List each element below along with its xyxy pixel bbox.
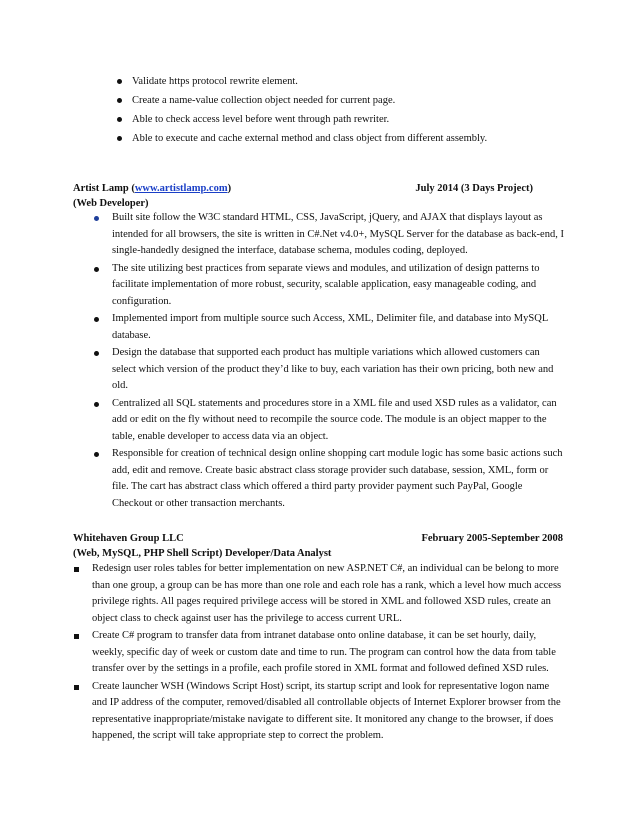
job-date: February 2005-September 2008 xyxy=(421,533,563,544)
list-item-text: Design the database that supported each product has multiple variations which allowed customers can select which version of the product they’d like to buy, each variation has their own pricing, both new and old. xyxy=(112,347,554,391)
bullet-square-icon xyxy=(74,567,79,572)
bullet-dot-icon xyxy=(117,136,122,141)
link-open-paren: ( xyxy=(131,183,135,194)
list-item xyxy=(132,131,602,150)
list-item xyxy=(112,345,564,395)
bullet-square-icon xyxy=(74,685,79,690)
list-item xyxy=(92,679,564,745)
list-item-text: Create C# program to transfer data from intranet database onto online database, it can be set hourly, daily, weekly, specific day of week or custom date and time to run. The program can control how the data from table transfer over by the settings in a profile, each profile stored in XML format and followed defined XSD rules. xyxy=(92,630,556,674)
list-item xyxy=(112,210,564,260)
list-item xyxy=(92,628,564,678)
list-item xyxy=(92,561,564,627)
list-item-text: Able to execute and cache external method and class object from different assembly. xyxy=(132,133,488,144)
bullet-dot-icon xyxy=(94,267,99,272)
list-item xyxy=(132,93,602,112)
list-item-text: Built site follow the W3C standard HTML, CSS, JavaScript, jQuery, and AJAX that displays layout as intended for all browsers, the site is written in C#.Net v4.0+, MySQL Server for the database as back-end, I single-handedly designed the interface, database schema, modules coding, deployed. xyxy=(112,212,564,256)
list-item-text: Validate https protocol rewrite element. xyxy=(132,76,298,87)
company-name: Whitehaven Group LLC xyxy=(73,533,184,544)
job-date: July 2014 (3 Days Project) xyxy=(415,183,533,194)
company-website-link[interactable]: www.artistlamp.com xyxy=(134,183,228,194)
bullet-square-icon xyxy=(74,634,79,639)
artist-lamp-bullet-list xyxy=(112,210,564,513)
company-label: Artist Lamp xyxy=(73,183,129,194)
list-item xyxy=(112,396,564,446)
bullet-dot-icon xyxy=(94,452,99,457)
bullet-dot-icon xyxy=(117,117,122,122)
list-item xyxy=(132,112,602,131)
list-item-text: Responsible for creation of technical design online shopping cart module logic has some basic actions such add, edit and remove. Create basic abstract class storage provider such database, session, XML, form or file. The cart has abstract class which offered a third party provider payment such PayPal, Google Checkout or other transaction merchants. xyxy=(112,448,563,509)
list-item-text: Create launcher WSH (Windows Script Host) script, its startup script and look for representative logon name and IP address of the computer, removed/disabled all controllable objects of Internet Explorer browser from the representative inappropriate/mistake navigate to different site. It monitored any change to the browser, if does happened, the script will take appropriate step to correct the problem. xyxy=(92,680,561,741)
list-item-text: Create a name-value collection object needed for current page. xyxy=(132,95,396,106)
link-close-paren: ) xyxy=(227,183,232,194)
bullet-dot-icon xyxy=(117,79,122,84)
list-item-text: Able to check access level before went through path rewriter. xyxy=(132,114,390,125)
list-item-text: Implemented import from multiple source such Access, XML, Delimiter file, and database into MySQL database. xyxy=(112,313,548,341)
whitehaven-bullet-list xyxy=(92,561,564,746)
top-bullet-list xyxy=(132,74,602,150)
list-item xyxy=(112,446,564,512)
list-item-text: The site utilizing best practices from separate views and modules, and utilization of design patterns to facilitate implementation of more robust, security, scalable application, easy manageable coding, and configuration. xyxy=(112,262,540,307)
list-item-text: Redesign user roles tables for better implementation on new ASP.NET C#, an individual can be belong to more than one group, a group can be has more than one role and each role has a rank, which a level how much access privilege rights. All pages required privilege access will be stored in XML and followed XSD rules, create an object class to check against user has the privilege to access current URL. xyxy=(92,563,562,624)
list-item xyxy=(112,261,564,311)
list-item-text: Centralized all SQL statements and procedures store in a XML file and used XSD rules as a validator, can add or edit on the fly without need to recompile the source code. The module is an object mapper to the table, enable developer to access data via an object. xyxy=(112,397,557,442)
list-item xyxy=(132,74,602,93)
bullet-dot-icon xyxy=(117,98,122,103)
bullet-dot-icon xyxy=(94,317,99,322)
job-role: (Web, MySQL, PHP Shell Script) Developer/Data Analyst xyxy=(73,548,332,559)
bullet-dot-icon xyxy=(94,402,99,407)
list-item xyxy=(112,311,564,344)
bullet-dot-icon xyxy=(94,216,99,221)
bullet-dot-icon xyxy=(94,351,99,356)
job-role: (Web Developer) xyxy=(73,198,149,209)
